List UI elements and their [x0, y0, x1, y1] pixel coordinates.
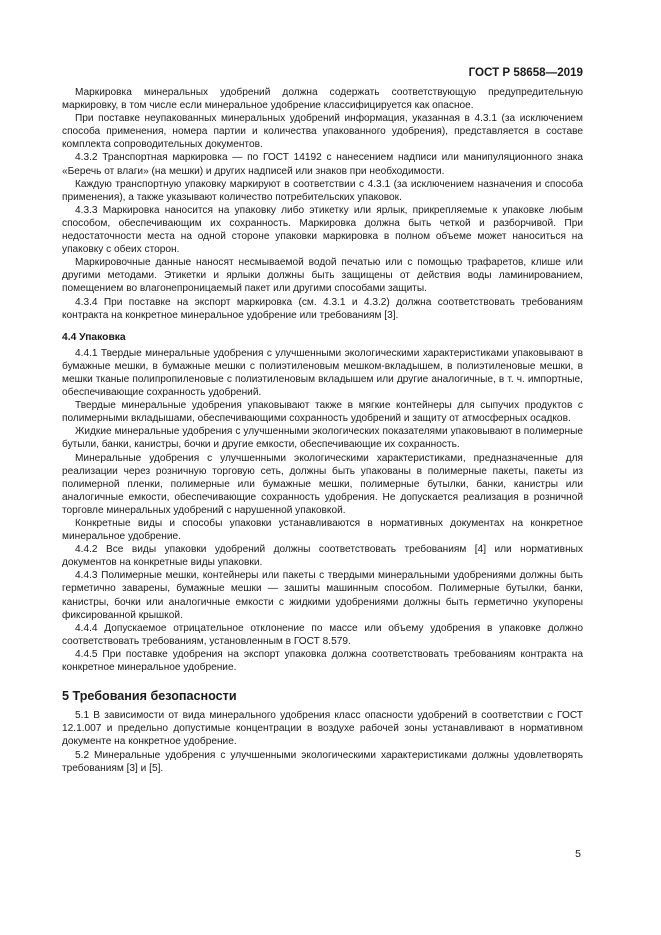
paragraph: Маркировка минеральных удобрений должна содержать соответствующую предупредительную маркировку, в том числе если минеральное удобрение классифицируется как опасное.: [62, 87, 583, 112]
paragraph: 4.4.5 При поставке удобрения на экспорт упаковка должна соответствовать требованиям контракта на конкретное минеральное удобрение.: [62, 648, 583, 674]
page-body: [62, 86, 583, 775]
paragraph: 4.4.4 Допускаемое отрицательное отклонение по массе или объему удобрения в упаковке должно соответствовать требованиям, установленным в ГОСТ 8.579.: [62, 622, 583, 647]
paragraph: При поставке неупакованных минеральных удобрений информация, указанная в 4.3.1 (за исключением способа применения, номера партии и количества упакованного удобрения), представляется в составе комплекта сопроводительных документов.: [62, 113, 583, 151]
paragraph: 4.3.3 Маркировка наносится на упаковку либо этикетку или ярлык, прикрепляемые к упаковке любым способом, обеспечивающим их сохранность. Маркировка должна быть четкой и разборчивой. При недостаточности места на одной стороне упаковки маркировка в полном объеме может наноситься на упаковку с обеих сторон.: [62, 204, 583, 256]
subsection-heading-packaging: 4.4 Упаковка: [62, 331, 126, 343]
paragraph: 4.4.2 Все виды упаковки удобрений должны соответствовать требованиям [4] или нормативных документов на конкретные виды упаковки.: [62, 544, 583, 569]
paragraph: 4.3.2 Транспортная маркировка — по ГОСТ 14192 с нанесением надписи или манипуляционного знака «Беречь от влаги» (на мешки) и других надписей или знаков при необходимости.: [62, 152, 583, 177]
paragraph: 4.3.4 При поставке на экспорт маркировка (см. 4.3.1 и 4.3.2) должна соответствовать требованиям контракта на конкретное минеральное удобрение или требованиям [3].: [62, 296, 583, 321]
page-number: 5: [575, 848, 581, 860]
paragraph: Маркировочные данные наносят несмываемой водой печатью или с помощью трафаретов, клише или другими методами. Этикетки и ярлыки должны быть защищены от действия воды ламинированием, помещением во влагонепроницаемый пакет или другими способами защиты.: [62, 257, 583, 295]
paragraph: 5.2 Минеральные удобрения с улучшенными экологическими характеристиками должны удовлетворять требованиям [3] и [5].: [62, 749, 583, 774]
paragraph: 5.1 В зависимости от вида минерального удобрения класс опасности удобрений в соответствии с ГОСТ 12.1.007 и предельно допустимые концентрации в воздухе рабочей зоны устанавливают в нормативном документе на конкретное удобрение.: [62, 710, 583, 748]
paragraph: Жидкие минеральные удобрения с улучшенными экологических показателями упаковывают в полимерные бутыли, банки, канистры, бочки и другие емкости, обеспечивающие их сохранность.: [62, 426, 583, 451]
paragraph: Минеральные удобрения с улучшенными экологическими характеристиками, предназначенные для реализации через розничную торговую сеть, должны быть упакованы в полимерные пакеты, пакеты из полимерной пленки, полимерные или бумажные мешки, полимерные бутылки, банки, канистры или аналогичные емкости, обеспечивающие сохранность удобрения. Не допускается реализация в розничной торговле минеральных удобрений с нарушенной упаковкой.: [62, 452, 583, 516]
paragraph: 4.4.3 Полимерные мешки, контейнеры или пакеты с твердыми минеральными удобрениями должны быть герметично заварены, бумажные мешки — зашиты машинным способом. Полимерные бутылки, банки, канистры, бочки или аналогичные емкости с жидкими удобрениями должны быть герметично укупорены фиксированной крышкой.: [62, 570, 583, 621]
paragraph: Каждую транспортную упаковку маркируют в соответствии с 4.3.1 (за исключением назначения и способа применения), а также указывают количество потребительских упаковок.: [62, 178, 583, 203]
paragraph: Конкретные виды и способы упаковки устанавливаются в нормативных документах на конкретное минеральное удобрение.: [62, 518, 583, 543]
document-id: ГОСТ Р 58658—2019: [468, 66, 583, 79]
paragraph: Твердые минеральные удобрения упаковывают также в мягкие контейнеры для сыпучих продуктов с полимерными вкладышами, обеспечивающими сохранность удобрений и защиту от атмосферных осадков.: [62, 400, 583, 425]
section-heading-safety: 5 Требования безопасности: [62, 689, 237, 704]
paragraph: 4.4.1 Твердые минеральные удобрения с улучшенными экологическими характеристиками упаковывают в бумажные мешки, в бумажные мешки с полиэтиленовым мешком-вкладышем, в полиэтиленовые мешки, в мешки тканые полипропиленовые с полиэтиленовым вкладышем или другие аналогичные, в т. ч. импортные, обеспечивающие сохранность удобрений.: [62, 347, 583, 399]
